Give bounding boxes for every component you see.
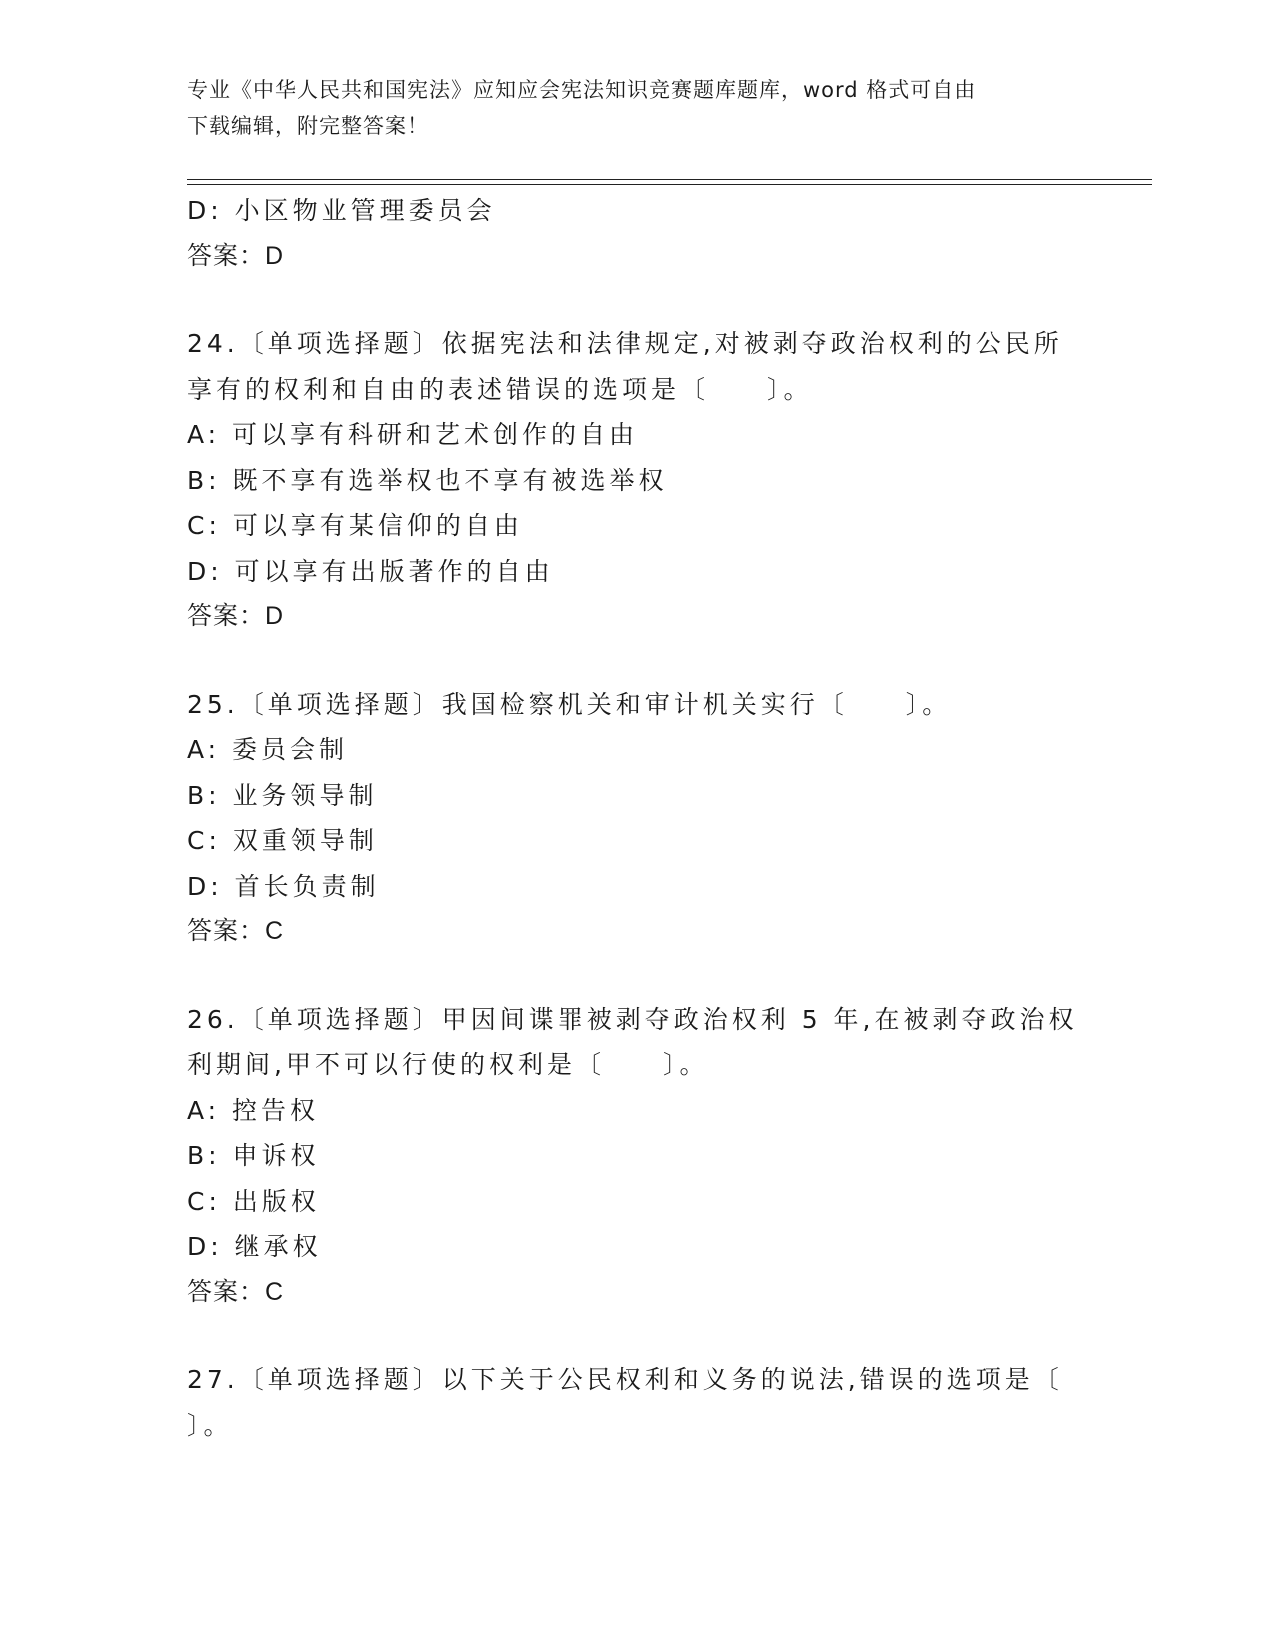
option-c: C: 出版权 (187, 1186, 320, 1216)
option-a: A: 可以享有科研和艺术创作的自由 (187, 420, 639, 449)
question-24 (187, 321, 1087, 640)
answer: 答案：D (187, 602, 285, 630)
option-d-prev: D: 小区物业管理委员会 (187, 196, 496, 225)
option-b: B: 申诉权 (187, 1141, 320, 1170)
question-26 (187, 997, 1087, 1316)
option-d: D: 可以享有出版著作的自由 (187, 556, 554, 586)
answer: 答案：C (187, 1277, 285, 1306)
header-line-2: 下载编辑，附完整答案！ (187, 114, 429, 138)
question-27 (187, 1357, 1087, 1448)
option-c: C: 可以享有某信仰的自由 (187, 511, 523, 540)
header-line-1: 专业《中华人民共和国宪法》应知应会宪法知识竞赛题库题库，word 格式可自由 (187, 78, 977, 102)
question-text: 25.〔单项选择题〕我国检察机关和审计机关实行〔 〕。 (187, 689, 952, 719)
question-text: 享有的权利和自由的表述错误的选项是〔 〕。 (187, 374, 813, 404)
header-divider-bottom (187, 184, 1152, 185)
answer: 答案：C (187, 917, 285, 945)
page-header (187, 72, 1067, 144)
question-25 (187, 682, 1087, 955)
option-b: B: 既不享有选举权也不享有被选举权 (187, 465, 668, 495)
question-text: 27.〔单项选择题〕以下关于公民权利和义务的说法,错误的选项是〔 (187, 1365, 1063, 1394)
document-body (187, 188, 1087, 1448)
header-divider-top (187, 179, 1152, 180)
question-text: 24.〔单项选择题〕依据宪法和法律规定,对被剥夺政治权利的公民所 (187, 329, 1063, 358)
question-text: 26.〔单项选择题〕甲因间谍罪被剥夺政治权利 5 年,在被剥夺政治权 (187, 1004, 1078, 1034)
option-a: A: 控告权 (187, 1095, 320, 1125)
option-d: D: 继承权 (187, 1232, 322, 1261)
option-d: D: 首长负责制 (187, 871, 380, 901)
answer-prev: 答案：D (187, 241, 285, 270)
option-b: B: 业务领导制 (187, 780, 378, 810)
option-c: C: 双重领导制 (187, 826, 378, 855)
question-text: 〕。 (187, 1410, 233, 1440)
option-a: A: 委员会制 (187, 735, 349, 764)
question-text: 利期间,甲不可以行使的权利是〔 〕。 (187, 1050, 709, 1079)
